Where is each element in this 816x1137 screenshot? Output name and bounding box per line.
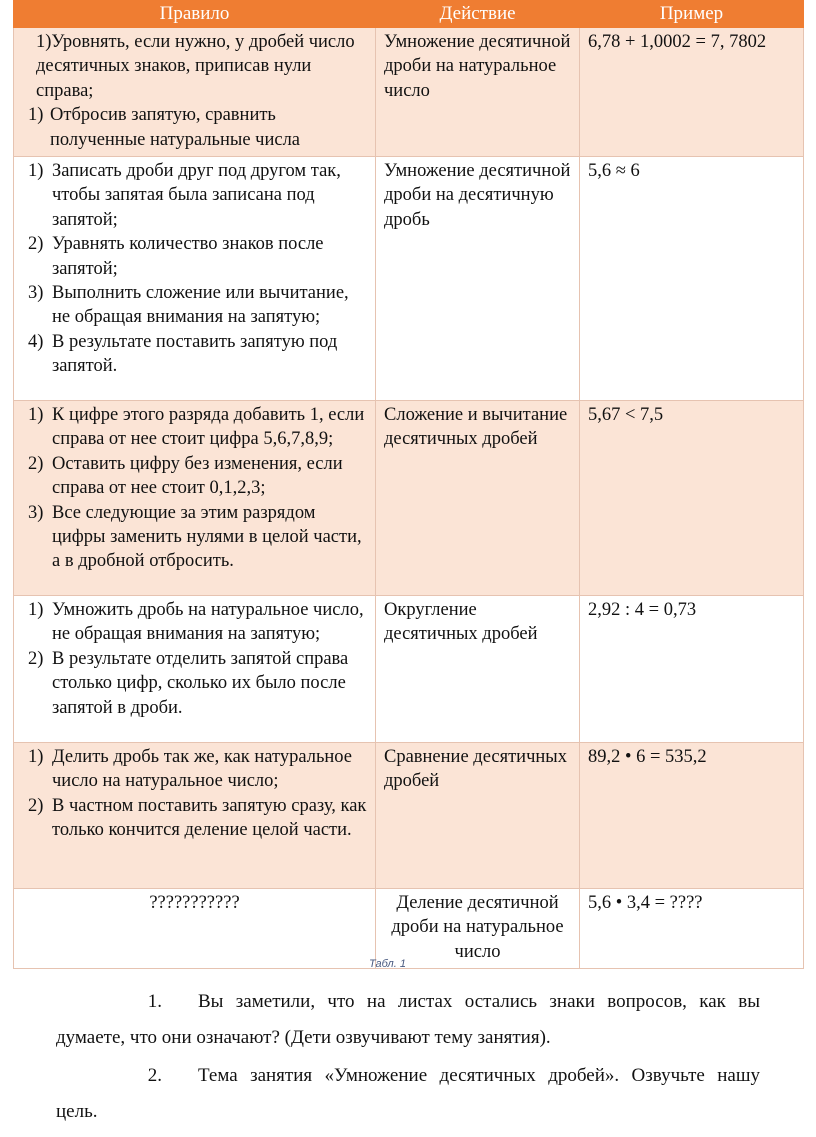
rule-cell <box>14 28 376 157</box>
rule-step-text: Все следующие за этим разрядом цифры заменить нулями в целой части, а в дробной отбросить. <box>52 502 362 572</box>
example-cell: 5,6 ≈ 6 <box>580 157 804 401</box>
example-cell: 89,2 • 6 = 535,2 <box>580 743 804 889</box>
action-cell: Умножение десятичной дроби на десятичную дробь <box>376 157 580 401</box>
header-example: Пример <box>580 1 804 28</box>
rule-step-number: 3) <box>28 283 44 304</box>
rule-step-text: В частном поставить запятую сразу, как только кончится деление целой части. <box>52 795 367 841</box>
rule-step-number: 1) <box>28 747 44 768</box>
action-cell: Округление десятичных дробей <box>376 596 580 743</box>
example-cell: 6,78 + 1,0002 = 7, 7802 <box>580 28 804 157</box>
header-rule: Правило <box>14 1 376 28</box>
rule-step <box>22 745 367 794</box>
paragraph-number: 2. <box>147 1065 162 1086</box>
rule-step-text: 1)Уровнять, если нужно, у дробей число десятичных знаков, приписав нули справа; <box>36 32 355 101</box>
rule-step-number: 3) <box>28 502 44 523</box>
rule-step-number: 2) <box>28 795 44 816</box>
table-row <box>14 401 804 596</box>
table-row <box>14 596 804 743</box>
action-cell: Деление десятичной дроби на натуральное число <box>376 889 580 969</box>
rule-cell <box>14 743 376 889</box>
rule-step <box>22 598 367 647</box>
action-cell: Сравнение десятичных дробей <box>376 743 580 889</box>
rule-cell <box>14 157 376 401</box>
rule-steps <box>22 30 367 152</box>
paragraph <box>56 984 760 1056</box>
rule-steps <box>22 403 367 574</box>
action-cell: Сложение и вычитание десятичных дробей <box>376 401 580 596</box>
example-cell: 5,6 • 3,4 = ???? <box>580 889 804 969</box>
header-action: Действие <box>376 1 580 28</box>
rule-cell: ??????????? <box>14 889 376 969</box>
rule-step-number: 4) <box>28 331 44 352</box>
rule-step-text: В результате поставить запятую под запятой. <box>52 331 338 377</box>
rule-step-text: Оставить цифру без изменения, если справа от нее стоит 0,1,2,3; <box>52 453 343 499</box>
rule-step <box>22 330 367 379</box>
rule-step-number: 1) <box>28 405 44 426</box>
rule-step <box>22 159 367 232</box>
example-cell: 2,92 : 4 = 0,73 <box>580 596 804 743</box>
rule-step-text: Умножить дробь на натуральное число, не обращая внимания на запятую; <box>52 600 364 645</box>
rule-step-text: Записать дроби друг под другом так, чтобы запятая была записана под запятой; <box>52 161 341 230</box>
rule-step-text: Делить дробь так же, как натуральное число на натуральное число; <box>52 747 352 792</box>
example-cell: 5,67 < 7,5 <box>580 401 804 596</box>
rule-step <box>22 794 367 843</box>
rule-steps <box>22 159 367 379</box>
paragraph-text: Тема занятия «Умножение десятичных дробей». Озвучьте нашу цель. <box>56 1065 760 1122</box>
table-row <box>14 28 804 157</box>
rule-steps <box>22 745 367 843</box>
rule-step-number: 1) <box>28 161 44 182</box>
rule-step-text: В результате отделить запятой справа столько цифр, сколько их было после запятой в дроби. <box>52 648 349 718</box>
rule-step <box>22 103 367 152</box>
rule-step-text: Уравнять количество знаков после запятой; <box>52 234 324 279</box>
rule-step <box>22 501 367 574</box>
action-cell: Умножение десятичной дроби на натуральное число <box>376 28 580 157</box>
table-row <box>14 889 804 969</box>
rule-steps <box>22 598 367 720</box>
table-row <box>14 743 804 889</box>
rule-step-text: К цифре этого разряда добавить 1, если справа от нее стоит цифра 5,6,7,8,9; <box>52 405 365 450</box>
rules-table <box>13 0 804 969</box>
rule-step <box>22 452 367 501</box>
rule-step <box>22 647 367 720</box>
paragraph <box>56 1058 760 1130</box>
rule-step-number: 1) <box>28 600 44 621</box>
paragraph-text: Вы заметили, что на листах остались знаки вопросов, как вы думаете, что они означают? (Дети озвучивают тему занятия). <box>56 991 760 1048</box>
rule-cell <box>14 401 376 596</box>
rule-step-text: Выполнить сложение или вычитание, не обращая внимания на запятую; <box>52 283 349 328</box>
rule-cell <box>14 596 376 743</box>
rule-step-text: Отбросив запятую, сравнить полученные натуральные числа <box>50 105 301 150</box>
rule-step <box>22 232 367 281</box>
rule-step <box>22 281 367 330</box>
rule-step-number: 2) <box>28 453 44 474</box>
rule-step-number: 2) <box>28 234 44 255</box>
table-row <box>14 157 804 401</box>
rule-step-number: 1) <box>28 105 44 126</box>
table-caption: Табл. 1 <box>369 958 406 970</box>
rule-step-number: 2) <box>28 648 44 669</box>
paragraph-number: 1. <box>147 991 162 1012</box>
table-header-row <box>14 1 804 28</box>
rule-step <box>22 403 367 452</box>
rule-step <box>22 30 367 103</box>
